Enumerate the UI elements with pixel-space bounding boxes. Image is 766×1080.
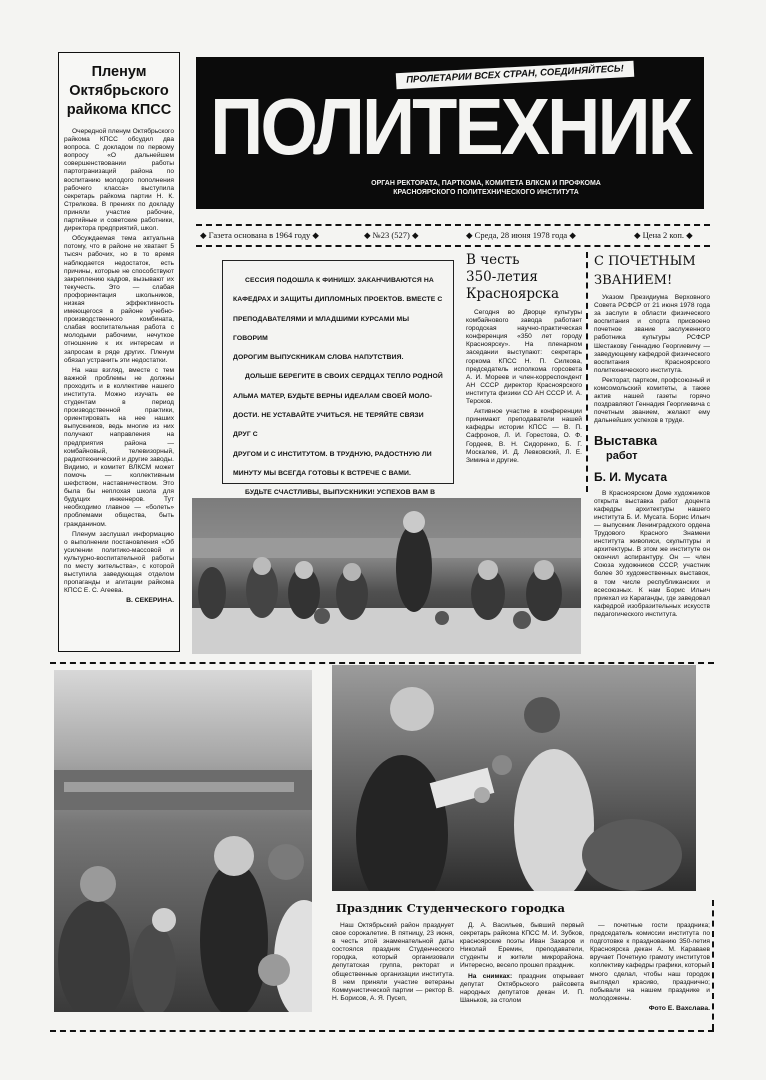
anniversary-article bbox=[466, 252, 582, 467]
infobar-bottom-rule bbox=[196, 245, 710, 247]
left-article-body: Очередной пленум Октябрьского райкома КПСС обсудил два вопроса. С докладом по первому вопросу «О дальнейшем совершенствовании работы партогранизаций района по воспитанию молодого пополнения рабочего класса» выступила секретарь райкома партии Н. К. Стрелкова. В прениях по докладу приняли участие рабочие, партийные и советские работники, директора предприятий, школ. Обсуждаемая тема актуальна потому, что в районе не хватает 5 тысяч рабочих, но в то время наблюдается недостаток, есть причины, которые не способствуют закреплению кадров, вызывают их текучесть. Это — слабая профориентация школьников, низкая эффективность имеющегося в районе учебно-производственного комбината, слабая воспитательная работа с молодыми рабочими, нечуткое отношение к их интересам и запросам в ряде других. Пленум обязал устранить эти недостатки. На наш взгляд, вместе с тем важной проблемы не должны проходить и в коллективе нашего института. Можно изучать ее студентам в период производственной практики, ориентировать на нее наших выпускников, ведь многие из них получают направления на предприятия района — комбайновый, телевизорный, радиотехнический и другие заводы. Видимо, и комитет ВЛКСМ может помочь — коллективным шефством, наставничеством. Это была бы неплохая школа для будущих инженеров. Тут необходимо главное — «болеть» проблемами общества, быть гражданином. Пленум заслушал информацию о выполнении постановления «Об усилении политико-массовой и культурно-воспитательной работы по месту жительства», с которой выступила заведующая отделом пропаганды и агитации райкома КПСС Е. С. Агеева. bbox=[64, 128, 174, 595]
left-article-title: Пленум Октябрьского райкома КПСС bbox=[66, 64, 172, 118]
photo-conference-table-figures bbox=[192, 498, 581, 654]
photo-conference-table bbox=[192, 498, 581, 654]
photo-festival-crowd bbox=[54, 670, 312, 1012]
award-article bbox=[594, 252, 710, 621]
newspaper-title: ПОЛИТЕХНИК bbox=[210, 81, 690, 172]
left-article bbox=[58, 52, 180, 652]
award-body: Указом Президиума Верховного Совета РСФСР от 21 июня 1978 года за заслуги в области физического воспитания и спорта присвоено почетное звание заслуженного работника культуры РСФСР Шестакову Геннадию Георгиевичу — заведующему кафедрой физического воспитания Красноярского политехнического института. Ректорат, партком, профсоюзный и комсомольский комитеты, а также актив нашей газеты горячо поздравляют Геннадия Георгиевича с почетным званием, желают ему дальнейших успехов в труде. bbox=[594, 294, 711, 425]
exhibition-body: В Красноярском Доме художников открыта выставка работ доцента кафедры архитектуры нашего института Б. И. Мусата. Борис Ильич — выпускник Ленинградского ордена Трудового Красного Знамени института живописи, скульптуры и архитектуры. В этом же институте он окончил аспирантуру. Он — член Союза художников СССР, участник более 30 художественных выставок, в том числе республиканских и всесоюзных. К нам Борис Ильич приехал из Караганды, где заведовал кафедрой изобразительных искусств педагогического института. bbox=[594, 489, 710, 618]
infobar-issue: ◆ №23 (527) ◆ bbox=[364, 230, 419, 240]
exhibition-title: Выставка работ Б. И. Мусата bbox=[594, 432, 668, 484]
festival-col-1: Наш Октябрьский район празднует свое сорокалетие. В пятницу, 23 июня, в честь этой знаменательной даты состоялся праздник Студенческого городка, который организовали депутатская группа, ректорат и общественные организации института. В нем приняли участие ветераны Коммунистической партии — ректор В. Н. Борисов, А. Я. Пусеп, bbox=[332, 922, 454, 1002]
festival-col-2: Д. А. Васильев, бывший первый секретарь райкома КПСС М. И. Зубков, красноярские поэты Иван Захаров и Николай Еремин, преподаватели, студенты и жители микрорайона. Интересно, весело прошел праздник. На снимках: праздник открывает депутат Октябрьского райсовета народных депутатов декан И. П. Шаньков, за столом bbox=[460, 922, 584, 1004]
photo-festival-crowd-figures bbox=[54, 670, 312, 1012]
festival-photo-credit: Фото Е. Вахслава. bbox=[648, 1004, 710, 1012]
bottom-rule bbox=[50, 1030, 714, 1032]
photo-award-presentation bbox=[332, 665, 696, 891]
masthead-subtitle: ОРГАН РЕКТОРАТА, ПАРТКОМА, КОМИТЕТА ВЛКСМ И ПРОФКОМА КРАСНОЯРСКОГО ПОЛИТЕХНИЧЕСКОГО ИНСТИТУТА bbox=[371, 180, 601, 196]
festival-caption-label: На снимках: bbox=[468, 972, 513, 980]
infobar-price: ◆ Цена 2 коп. ◆ bbox=[634, 230, 693, 240]
infobar-date: ◆ Среда, 28 июня 1978 года ◆ bbox=[466, 230, 576, 240]
festival-caption-text: праздник открывает депутат Октябрьского райсовета народных депутатов декан И. П. Шаньков, за столом bbox=[460, 972, 584, 1004]
festival-right-rule bbox=[712, 900, 714, 1030]
slogan: ПРОЛЕТАРИИ ВСЕХ СТРАН, СОЕДИНЯЙТЕСЬ! bbox=[396, 61, 635, 89]
festival-title: Праздник Студенческого городка bbox=[336, 901, 565, 915]
infobar-top-rule bbox=[196, 224, 710, 226]
award-title: С ПОЧЕТНЫМ ЗВАНИЕМ! bbox=[594, 254, 696, 288]
left-article-signature: В. СЕКЕРИНА. bbox=[126, 597, 174, 605]
masthead bbox=[196, 57, 704, 209]
anniversary-body: Сегодня во Дворце культуры комбайнового завода работает городская научно-практическая конференция «350 лет городу Красноярску». На пленарном заседании выступают: секретарь горкома КПСС Н. П. Силкова, председатель исполкома горсовета А. И. Мореев и член-корреспондент АН СССР директор Красноярского института физики СО АН СССР И. А. Терсков. Активное участие в конференции принимают преподаватели нашей кафедры истории КПСС — В. П. Сафронов, Л. И. Горестова, О. Ф. Гордеев, В. Н. Сидоренко, Б. Г. Москалев, И. Д. Левковский, Л. Е. Зимина и другие. bbox=[466, 309, 582, 464]
infobar-founded: ◆ Газета основана в 1964 году ◆ bbox=[200, 230, 319, 240]
anniversary-title: В честь 350-летия Красноярска bbox=[466, 252, 560, 302]
section-divider bbox=[50, 662, 714, 664]
right-column-divider bbox=[586, 252, 588, 492]
photo-award-presentation-figures bbox=[332, 665, 696, 891]
infobar bbox=[196, 228, 710, 242]
festival-col-3: — почетные гости праздника; председатель комиссии института по подготовке к празднованию 350-летия Красноярска декан А. М. Караваев вручает Почетную грамоту институтов коллективу кафедры графики, который много сделал, чтобы наш городок выглядел красиво, празднично; побывали на нашем празднике и молодожены. Фото Е. Вахслава. bbox=[590, 922, 710, 1012]
appeal-box: СЕССИЯ ПОДОШЛА К ФИНИШУ. ЗАКАНЧИВАЮТСЯ НА КАФЕДРАХ И ЗАЩИТЫ ДИПЛОМНЫХ ПРОЕКТОВ. ВМЕСТЕ С ПРЕПОДАВАТЕЛЯМИ И МЛАДШИМИ КУРСАМИ МЫ ГОВОРИМ ДОРОГИМ ВЫПУСКНИКАМ СЛОВА НАПУТСТВИЯ. ДОЛЬШЕ БЕРЕГИТЕ В СВОИХ СЕРДЦАХ ТЕПЛО РОДНОЙ АЛЬМА МАТЕР, БУДЬТЕ ВЕРНЫ ИДЕАЛАМ СВОЕЙ МОЛО- ДОСТИ. НЕ УСТАВАЙТЕ УЧИТЬСЯ. НЕ ТЕРЯЙТЕ СВЯЗИ ДРУГ С ДРУГОМ И С ИНСТИТУТОМ. В ТРУДНУЮ, РАДОСТНУЮ ЛИ МИНУТУ МЫ ВСЕГДА ГОТОВЫ К ВСТРЕЧЕ С ВАМИ. БУДЬТЕ СЧАСТЛИВЫ, ВЫПУСКНИКИ! УСПЕХОВ ВАМ В bbox=[222, 260, 454, 484]
